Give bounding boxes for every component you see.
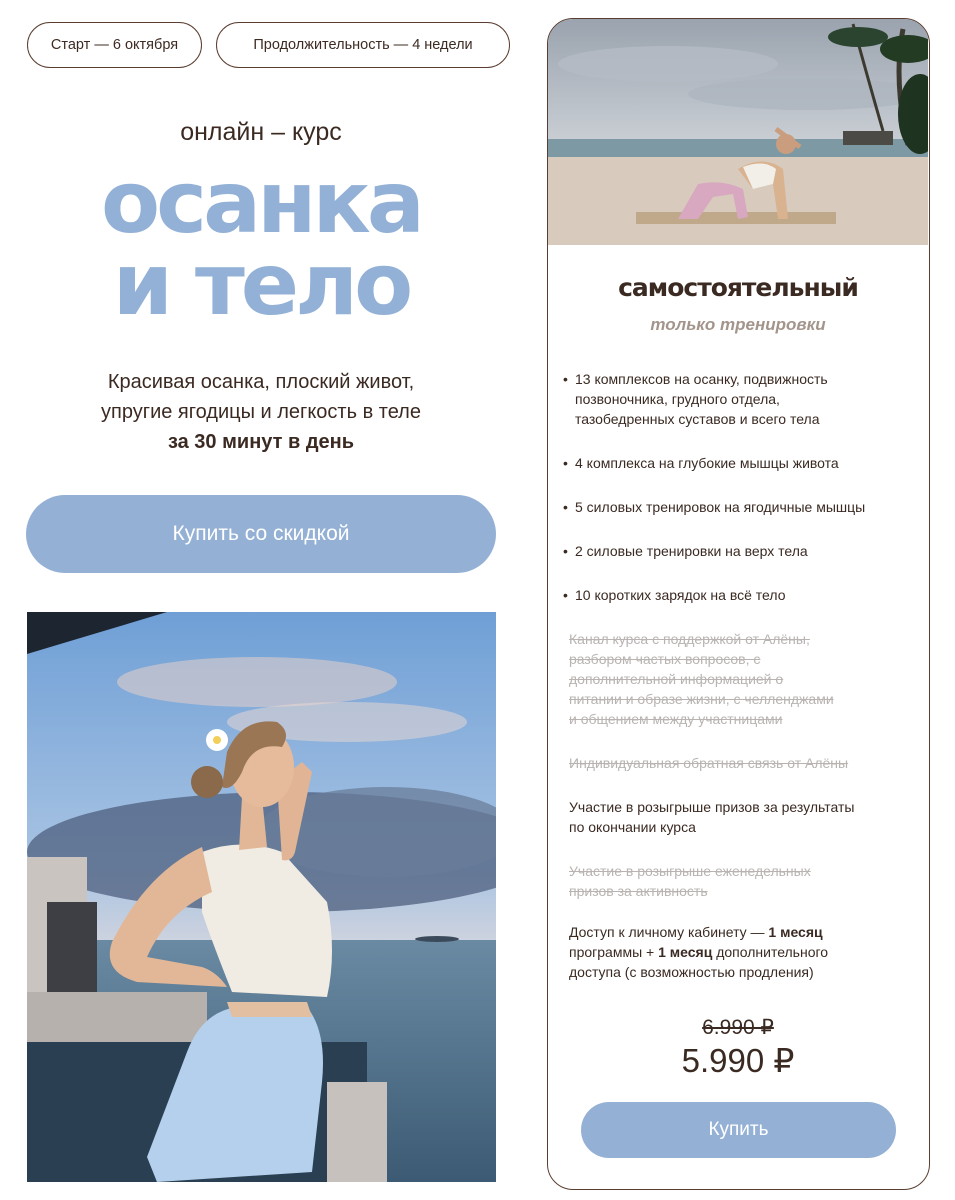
old-price: 6.990 ₽	[702, 1016, 774, 1039]
card-photo	[548, 19, 928, 245]
course-type: онлайн – курс	[180, 118, 342, 146]
feature-text: 2 силовые тренировки на верх тела	[575, 543, 808, 559]
course-description	[27, 367, 495, 457]
unavailable-feature-channel	[569, 629, 909, 729]
unavailable-text: Индивидуальная обратная связь от Алёны	[569, 755, 849, 771]
hero-photo	[27, 612, 496, 1182]
access-text: дополнительного	[712, 944, 829, 960]
bullet-icon: •	[563, 587, 568, 603]
buy-label: Купить	[708, 1119, 769, 1140]
feature-item-3	[563, 497, 923, 517]
price: 5.990 ₽	[681, 1042, 795, 1079]
beach-yoga-image	[548, 19, 928, 245]
bullet-icon: •	[563, 543, 568, 559]
access-text: доступа (с возможностью продления)	[569, 964, 814, 980]
feature-text: тазобедренных суставов и всего тела	[575, 411, 820, 427]
access-bold: 1 месяц	[658, 944, 713, 960]
feature-text: позвоночника, грудного отдела,	[575, 391, 780, 407]
description-bold: за 30 минут в день	[167, 431, 355, 453]
feature-item-5	[563, 585, 923, 605]
buy-with-discount-label: Купить со скидкой	[172, 522, 350, 545]
feature-item-1	[563, 369, 923, 429]
start-date-tag	[27, 22, 202, 68]
feature-item-4	[563, 541, 923, 561]
duration-text: Продолжительность — 4 недели	[253, 37, 473, 53]
bullet-icon: •	[563, 499, 568, 515]
feature-text: 10 коротких зарядок на всё тело	[575, 587, 786, 603]
feature-item-2	[563, 453, 923, 473]
unavailable-text: призов за активность	[569, 883, 708, 899]
woman-on-terrace-image	[27, 612, 496, 1182]
buy-with-discount-button[interactable]	[26, 495, 496, 573]
feature-text: 5 силовых тренировок на ягодичные мышцы	[575, 499, 866, 515]
unavailable-feature-feedback	[569, 753, 914, 773]
plan-subtitle: только тренировки	[650, 315, 826, 334]
description-line1: Красивая осанка, плоский живот,	[107, 371, 415, 393]
unavailable-text: Канал курса с поддержкой от Алёны,	[569, 631, 810, 647]
unavailable-text: дополнительной информацией о	[569, 671, 784, 687]
start-date-text: Старт — 6 октября	[50, 37, 179, 53]
prize-draw-feature	[569, 797, 914, 837]
access-text: программы +	[569, 944, 659, 960]
description-line2: упругие ягодицы и легкость в теле	[101, 401, 421, 423]
plan-title: самостоятельный	[618, 273, 858, 302]
buy-button[interactable]	[581, 1102, 896, 1158]
plan-card	[547, 18, 930, 1190]
access-bold: 1 месяц	[768, 924, 823, 940]
course-title-line1: осанка	[101, 153, 421, 253]
feature-text: по окончании курса	[569, 819, 696, 835]
unavailable-text: разбором частых вопросов, с	[569, 651, 761, 667]
feature-text: Участие в розыгрыше призов за результаты	[569, 799, 855, 815]
unavailable-text: Участие в розыгрыше еженедельных	[569, 863, 811, 879]
feature-text: 4 комплекса на глубокие мышцы живота	[575, 455, 839, 471]
bullet-icon: •	[563, 455, 568, 471]
duration-tag	[216, 22, 510, 68]
access-text: Доступ к личному кабинету —	[569, 924, 769, 940]
unavailable-feature-weekly-prizes	[569, 861, 909, 901]
feature-text: 13 комплексов на осанку, подвижность	[575, 371, 828, 387]
course-title-line2: и тело	[112, 235, 410, 335]
bullet-icon: •	[563, 371, 568, 387]
unavailable-text: питании и образе жизни, с челленджами	[569, 691, 834, 707]
unavailable-text: и общением между участницами	[569, 711, 783, 727]
access-feature	[569, 922, 914, 982]
